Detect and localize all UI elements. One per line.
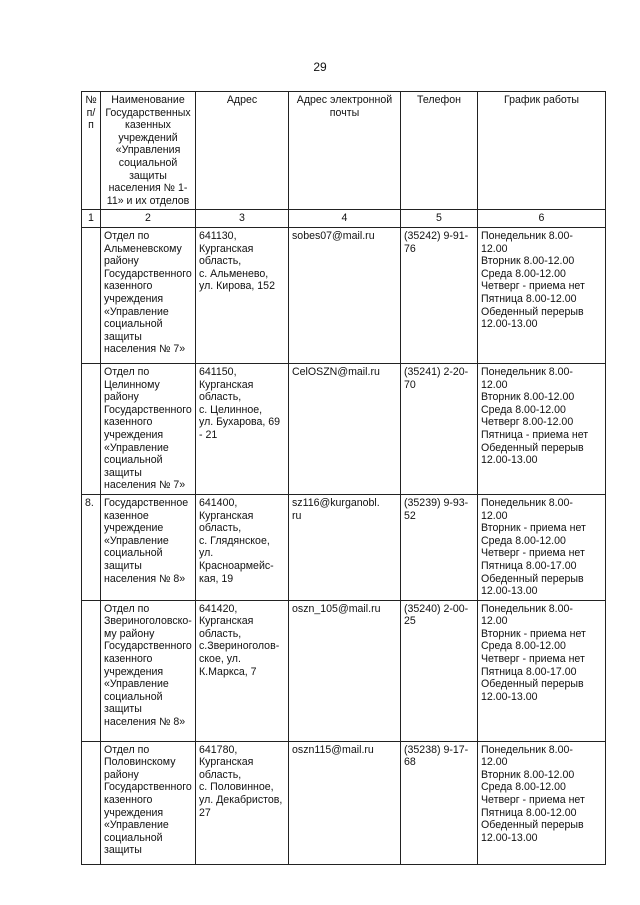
table-row [82, 227, 606, 363]
header-name: Наименование Государственных казенных учреждений «Управления социальной защиты населения № 1- 11» и их отделов [101, 92, 196, 210]
header-email: Адрес электронной почты [289, 92, 401, 210]
institution-name: Отдел по Целинному району Государственного казенного учреждения «Управление социальной защиты населения № 7» [101, 363, 196, 494]
institution-address: 641780, Курганская область, с. Половинное, ул. Декабристов, 27 [196, 741, 289, 864]
institution-schedule: Понедельник 8.00- 12.00 Вторник - приема нет Среда 8.00-12.00 Четверг - приема нет Пятница 8.00-17.00 Обеденный перерыв 12.00-13.00 [478, 494, 606, 600]
institution-address: 641130, Курганская область, с. Альменево, ул. Кирова, 152 [196, 227, 289, 363]
institution-name: Отдел по Звериноголовско- му району Государственного казенного учреждения «Управление социальной защиты населения № 8» [101, 600, 196, 741]
institution-name: Государственное казенное учреждение «Управление социальной защиты населения № 8» [101, 494, 196, 600]
page-number: 29 [313, 60, 327, 74]
institution-address: 641420, Курганская область, с.Звериноголов- ское, ул. К.Маркса, 7 [196, 600, 289, 741]
column-number-row [82, 210, 606, 228]
institution-phone: (35242) 9-91- 76 [401, 227, 478, 363]
institution-phone: (35241) 2-20- 70 [401, 363, 478, 494]
row-num [82, 600, 101, 741]
institution-phone: (35240) 2-00- 25 [401, 600, 478, 741]
row-num: 8. [82, 494, 101, 600]
column-number: 6 [478, 210, 606, 228]
institution-schedule: Понедельник 8.00- 12.00 Вторник 8.00-12.00 Среда 8.00-12.00 Четверг 8.00-12.00 Пятница - приема нет Обеденный перерыв 12.00-13.00 [478, 363, 606, 494]
institution-schedule: Понедельник 8.00- 12.00 Вторник 8.00-12.00 Среда 8.00-12.00 Четверг - приема нет Пятница 8.00-12.00 Обеденный перерыв 12.00-13.00 [478, 227, 606, 363]
institution-address: 641150, Курганская область, с. Целинное, ул. Бухарова, 69 - 21 [196, 363, 289, 494]
column-number: 2 [101, 210, 196, 228]
institution-email: CelOSZN@mail.ru [289, 363, 401, 494]
institution-name: Отдел по Альменевскому району Государственного казенного учреждения «Управление социальной защиты населения № 7» [101, 227, 196, 363]
row-num [82, 363, 101, 494]
header-phone: Телефон [401, 92, 478, 210]
column-number: 3 [196, 210, 289, 228]
table-row [82, 494, 606, 600]
institution-phone: (35239) 9-93- 52 [401, 494, 478, 600]
column-number: 4 [289, 210, 401, 228]
table-row [82, 363, 606, 494]
header-schedule: График работы [478, 92, 606, 210]
institution-email: sz116@kurganobl. ru [289, 494, 401, 600]
row-num [82, 741, 101, 864]
institution-name: Отдел по Половинскому району Государственного казенного учреждения «Управление социальной защиты [101, 741, 196, 864]
table-row [82, 600, 606, 741]
table-row [82, 741, 606, 864]
institution-email: sobes07@mail.ru [289, 227, 401, 363]
institution-email: oszn_105@mail.ru [289, 600, 401, 741]
column-number: 5 [401, 210, 478, 228]
institution-phone: (35238) 9-17- 68 [401, 741, 478, 864]
column-number: 1 [82, 210, 101, 228]
table-header-row [82, 92, 606, 210]
institutions-table [81, 91, 606, 865]
header-address: Адрес [196, 92, 289, 210]
institution-address: 641400, Курганская область, с. Глядянское, ул. Красноармейс- кая, 19 [196, 494, 289, 600]
institution-schedule: Понедельник 8.00- 12.00 Вторник - приема нет Среда 8.00-12.00 Четверг - приема нет Пятница 8.00-17.00 Обеденный перерыв 12.00-13.00 [478, 600, 606, 741]
institution-schedule: Понедельник 8.00- 12.00 Вторник 8.00-12.00 Среда 8.00-12.00 Четверг - приема нет Пятница 8.00-12.00 Обеденный перерыв 12.00-13.00 [478, 741, 606, 864]
header-num: № п/п [82, 92, 101, 210]
row-num [82, 227, 101, 363]
institution-email: oszn115@mail.ru [289, 741, 401, 864]
